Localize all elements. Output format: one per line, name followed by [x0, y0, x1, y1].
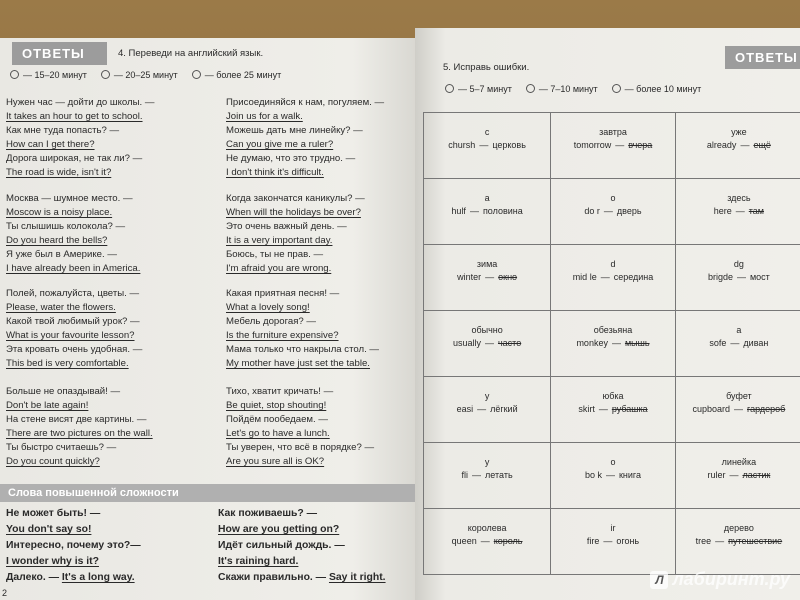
- dash: —: [600, 272, 610, 282]
- dash: —: [480, 536, 490, 546]
- translation-col-2: Присоединяйся к нам, погуляем. — Join us for a walk. Можешь дать мне линейку? — Can you give me a ruler? Не думаю, что это трудно. — I don't think it's difficult. Когда закончатся каникулы? — When will the holidays be over? Это очень важный день. — It is a very important day. Боюсь, ты не прав. — I'm afraid you are wrong. Какая приятная песня! — What a lovely song! Мебель дорогая? — Is the furniture expensive? Мама только что накрыла стол. — My mother have just set the table. Тихо, хватит кричать! — Be quiet, stop shouting! Пойдём пообедаем. — Let's go to have a lunch. Ты уверен, что всё в порядке? — Are you sure all is OK?: [226, 97, 385, 467]
- correction-above: o: [610, 457, 616, 467]
- table-cell: [675, 245, 800, 311]
- table-cell: [551, 245, 676, 311]
- english-word: usually: [452, 338, 481, 348]
- english-word: bo k: [584, 470, 602, 480]
- dash: —: [734, 404, 743, 414]
- table-cell: [424, 245, 551, 311]
- word-pair: [551, 272, 675, 282]
- english-word: mid le: [572, 272, 597, 282]
- table-cell: [551, 377, 676, 443]
- table-cell: [424, 179, 551, 245]
- corrections-table: [423, 112, 800, 575]
- english-word: chursh: [448, 140, 476, 150]
- answers-badge: ОТВЕТЫ: [12, 42, 107, 65]
- russian-word: король: [493, 536, 523, 546]
- translation-col-1: Нужен час — дойти до школы. — It takes an hour to get to school. Как мне туда попасть? — How can I get there? Дорога широкая, не так ли? — The road is wide, isn't it? Москва — шумное место. — Moscow is a noisy place. Ты слышишь колокола? — Do you heard the bells? Я уже был в Америке. — I have already been in America. Полей, пожалуйста, цветы. — Please, water the flowers. Какой твой любимый урок? — What is your favourite lesson? Эта кровать очень удобная. — This bed is very comfortable. Больше не опаздывай! — Don't be late again! На стене висят две картины. — There are two pictures on the wall. Ты быстро считаешь? — Do you count quickly?: [6, 97, 155, 467]
- russian-word: окно: [498, 272, 518, 282]
- russian-word: огонь: [616, 536, 640, 546]
- english-word: tree: [695, 536, 712, 546]
- word-pair: [676, 140, 800, 150]
- dash: —: [603, 536, 613, 546]
- correction-above: королева: [467, 523, 507, 533]
- correction-above: дерево: [723, 523, 754, 533]
- russian-word: летать: [485, 470, 513, 480]
- task-4-timing: — 15–20 минут — 20–25 минут — более 25 минут: [10, 70, 281, 80]
- table-row: [424, 377, 800, 443]
- smile-face-icon: [10, 70, 19, 79]
- word-pair: [676, 206, 800, 216]
- dash: —: [484, 338, 494, 348]
- correction-above: a: [484, 193, 490, 203]
- table-cell: [551, 509, 676, 575]
- task-5-title: 5. Исправь ошибки.: [443, 62, 530, 73]
- table-cell: [675, 509, 800, 575]
- left-page: [0, 38, 415, 600]
- english-word: fire: [586, 536, 600, 546]
- correction-above: линейка: [721, 457, 757, 467]
- russian-word: мышь: [624, 338, 650, 348]
- english-word: easi: [456, 404, 474, 414]
- word-pair: [551, 404, 675, 414]
- word-pair: [676, 470, 800, 480]
- correction-above: c: [484, 127, 490, 137]
- correction-above: ir: [610, 523, 616, 533]
- russian-word: церковь: [492, 140, 526, 150]
- dash: —: [485, 272, 495, 282]
- correction-above: юбка: [602, 391, 624, 401]
- neutral-face-icon: [101, 70, 110, 79]
- table-row: [424, 113, 800, 179]
- correction-above: здесь: [727, 193, 751, 203]
- word-pair: [676, 536, 800, 546]
- dash: —: [477, 404, 487, 414]
- correction-above: o: [610, 193, 616, 203]
- table-cell: [551, 113, 676, 179]
- dash: —: [598, 404, 608, 414]
- word-pair: [551, 140, 675, 150]
- sad-face-icon: [192, 70, 201, 79]
- russian-word: дверь: [616, 206, 642, 216]
- correction-above: d: [610, 259, 616, 269]
- russian-word: книга: [618, 470, 642, 480]
- table-row: [424, 311, 800, 377]
- russian-word: гардероб: [747, 404, 786, 414]
- dash: —: [730, 338, 740, 348]
- word-pair: [676, 272, 800, 282]
- table-cell: [675, 311, 800, 377]
- labirint-logo-icon: Л: [650, 571, 668, 589]
- correction-above: y: [484, 391, 490, 401]
- word-pair: [424, 206, 550, 216]
- table-row: [424, 245, 800, 311]
- english-word: here: [713, 206, 732, 216]
- english-word: monkey: [576, 338, 608, 348]
- task-4-title: 4. Переведи на английский язык.: [118, 48, 264, 59]
- right-page: [415, 28, 800, 600]
- correction-above: буфет: [726, 391, 752, 401]
- dash: —: [605, 470, 615, 480]
- smile-face-icon: [445, 84, 454, 93]
- english-word: do r: [584, 206, 600, 216]
- russian-word: диван: [743, 338, 769, 348]
- russian-word: мост: [749, 272, 770, 282]
- word-pair: [551, 206, 675, 216]
- word-pair: [551, 338, 675, 348]
- english-word: cupboard: [692, 404, 730, 414]
- word-pair: [424, 140, 550, 150]
- dash: —: [715, 536, 725, 546]
- word-pair: [424, 272, 550, 282]
- table-cell: [551, 179, 676, 245]
- correction-above: завтра: [599, 127, 627, 137]
- russian-word: вчера: [628, 140, 653, 150]
- english-word: already: [706, 140, 737, 150]
- table-row: [424, 179, 800, 245]
- dash: —: [469, 206, 479, 216]
- task-5-timing: — 5–7 минут — 7–10 минут — более 10 минут: [445, 84, 701, 94]
- russian-word: ещё: [753, 140, 771, 150]
- word-pair: [424, 470, 550, 480]
- dash: —: [615, 140, 625, 150]
- word-pair: [424, 338, 550, 348]
- table-cell: [551, 443, 676, 509]
- word-pair: [676, 404, 800, 414]
- word-pair: [424, 536, 550, 546]
- russian-word: середина: [613, 272, 654, 282]
- answers-badge-right: ОТВЕТЫ: [725, 46, 800, 69]
- correction-above: y: [484, 457, 490, 467]
- page-number: 2: [2, 588, 8, 598]
- table-cell: [675, 443, 800, 509]
- russian-word: там: [748, 206, 764, 216]
- english-word: hulf: [451, 206, 466, 216]
- english-word: brigde: [707, 272, 733, 282]
- dash: —: [603, 206, 613, 216]
- watermark: Л лабиринт.ру: [650, 569, 790, 590]
- table-cell: [675, 377, 800, 443]
- dash: —: [736, 272, 746, 282]
- correction-above: обычно: [471, 325, 503, 335]
- english-word: fli: [461, 470, 469, 480]
- correction-above: зима: [476, 259, 498, 269]
- table-cell: [424, 377, 551, 443]
- dash: —: [472, 470, 482, 480]
- table-row: [424, 443, 800, 509]
- russian-word: рубашка: [611, 404, 648, 414]
- russian-word: ластик: [742, 470, 771, 480]
- english-word: tomorrow: [573, 140, 612, 150]
- correction-above: уже: [731, 127, 747, 137]
- correction-above: dg: [733, 259, 744, 269]
- russian-word: часто: [497, 338, 522, 348]
- english-word: queen: [451, 536, 477, 546]
- word-pair: [676, 338, 800, 348]
- russian-word: лёгкий: [490, 404, 518, 414]
- word-pair: [424, 404, 550, 414]
- word-pair: [551, 470, 675, 480]
- hard-words-col-1: Не может быть! — You don't say so! Интересно, почему это?— I wonder why is it? Далеко. — It's a long way.: [6, 508, 141, 583]
- english-word: skirt: [578, 404, 595, 414]
- sad-face-icon: [612, 84, 621, 93]
- neutral-face-icon: [526, 84, 535, 93]
- english-word: winter: [457, 272, 482, 282]
- dash: —: [735, 206, 745, 216]
- table-cell: [675, 179, 800, 245]
- correction-above: обезьяна: [593, 325, 633, 335]
- table-cell: [424, 311, 551, 377]
- table-cell: [675, 113, 800, 179]
- dash: —: [479, 140, 489, 150]
- dash: —: [729, 470, 739, 480]
- russian-word: половина: [482, 206, 523, 216]
- dash: —: [740, 140, 750, 150]
- hard-words-header: Слова повышенной сложности: [0, 484, 415, 502]
- english-word: sofe: [709, 338, 727, 348]
- table-row: [424, 509, 800, 575]
- table-cell: [424, 113, 551, 179]
- correction-above: a: [736, 325, 742, 335]
- hard-words-col-2: Как поживаешь? — How are you getting on? Идёт сильный дождь. — It's raining hard. Скажи правильно. — Say it right.: [218, 508, 386, 583]
- russian-word: путешествие: [728, 536, 783, 546]
- table-cell: [551, 311, 676, 377]
- english-word: ruler: [707, 470, 726, 480]
- dash: —: [611, 338, 621, 348]
- table-cell: [424, 509, 551, 575]
- word-pair: [551, 536, 675, 546]
- table-cell: [424, 443, 551, 509]
